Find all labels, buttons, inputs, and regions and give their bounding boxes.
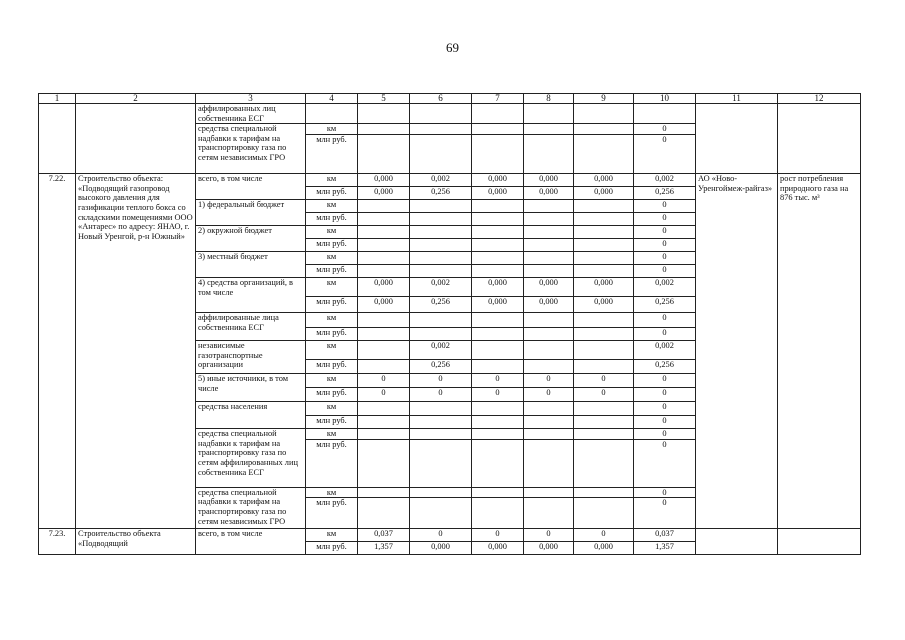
value-cell: 0 <box>634 135 696 174</box>
value-cell: 0 <box>634 439 696 487</box>
value-cell: 0 <box>634 265 696 278</box>
value-cell: 0,000 <box>524 174 574 187</box>
value-cell: 0 <box>634 313 696 328</box>
value-cell <box>358 416 410 429</box>
value-cell: 0,256 <box>410 297 472 313</box>
value-cell <box>524 239 574 252</box>
value-cell: 0,000 <box>524 187 574 200</box>
value-cell <box>358 498 410 529</box>
value-cell: 0,002 <box>634 174 696 187</box>
value-cell <box>472 239 524 252</box>
value-cell: 0,000 <box>524 297 574 313</box>
value-cell <box>358 439 410 487</box>
org-cell <box>696 529 778 555</box>
column-header: 12 <box>778 94 861 104</box>
value-cell: 0 <box>634 252 696 265</box>
value-cell: 0 <box>634 374 696 388</box>
value-cell: 0,000 <box>574 542 634 555</box>
value-cell <box>358 429 410 440</box>
value-cell <box>472 487 524 498</box>
value-cell <box>472 226 524 239</box>
value-cell: 0,000 <box>358 278 410 297</box>
value-cell <box>472 213 524 226</box>
value-cell: 0 <box>634 429 696 440</box>
unit-cell: млн руб. <box>306 328 358 341</box>
value-cell <box>574 360 634 374</box>
unit-cell: млн руб. <box>306 135 358 174</box>
value-cell <box>524 226 574 239</box>
value-cell <box>410 239 472 252</box>
value-cell <box>472 360 524 374</box>
table-row <box>39 104 861 124</box>
value-cell <box>524 416 574 429</box>
value-cell: 0 <box>574 374 634 388</box>
value-cell: 0,000 <box>358 187 410 200</box>
value-cell: 0,000 <box>472 174 524 187</box>
value-cell <box>574 200 634 213</box>
item-number-cell: 7.22. <box>39 174 76 529</box>
value-cell <box>410 328 472 341</box>
value-cell <box>358 239 410 252</box>
unit-cell: млн руб. <box>306 388 358 402</box>
item-title-cell: Строительство объекта: «Подводящий газопровод высокого давления для газификации теплого бокса со складскими помещениями ООО «Антарес» по адресу: ЯНАО, г. Новый Уренгой, р-н Южный» <box>76 174 196 529</box>
value-cell: 0,002 <box>410 341 472 360</box>
unit-cell: млн руб. <box>306 542 358 555</box>
value-cell <box>358 341 410 360</box>
value-cell <box>472 416 524 429</box>
value-cell <box>410 429 472 440</box>
value-cell <box>524 213 574 226</box>
value-cell <box>574 429 634 440</box>
value-cell <box>410 416 472 429</box>
value-cell <box>524 429 574 440</box>
value-cell: 0 <box>634 213 696 226</box>
value-cell <box>574 213 634 226</box>
unit-cell: км <box>306 200 358 213</box>
org-cell: АО «Ново-Уренгоймеж-райгаз» <box>696 174 778 529</box>
source-cell: средства населения <box>196 402 306 429</box>
column-header: 10 <box>634 94 696 104</box>
unit-cell: млн руб. <box>306 239 358 252</box>
value-cell: 0 <box>634 487 696 498</box>
value-cell: 0,000 <box>472 542 524 555</box>
table-row <box>39 529 861 542</box>
unit-cell: млн руб. <box>306 439 358 487</box>
value-cell <box>410 213 472 226</box>
value-cell: 0 <box>634 498 696 529</box>
value-cell <box>358 487 410 498</box>
value-cell <box>358 328 410 341</box>
value-cell <box>524 487 574 498</box>
value-cell <box>524 341 574 360</box>
value-cell <box>472 498 524 529</box>
org-cell <box>696 104 778 174</box>
value-cell: 0 <box>634 226 696 239</box>
value-cell: 0 <box>524 374 574 388</box>
value-cell <box>472 252 524 265</box>
effect-cell <box>778 104 861 174</box>
unit-cell: км <box>306 252 358 265</box>
value-cell: 0,000 <box>574 187 634 200</box>
value-cell: 0,256 <box>634 360 696 374</box>
source-cell: всего, в том числе <box>196 529 306 555</box>
value-cell <box>358 402 410 416</box>
value-cell: 0,000 <box>358 174 410 187</box>
value-cell <box>574 498 634 529</box>
column-header: 8 <box>524 94 574 104</box>
item-title-cell: Строительство объекта «Подводящий <box>76 529 196 555</box>
value-cell: 0 <box>634 416 696 429</box>
value-cell: 0 <box>358 388 410 402</box>
page-number: 69 <box>446 40 459 55</box>
value-cell: 0,000 <box>574 278 634 297</box>
value-cell: 0 <box>524 529 574 542</box>
table-row <box>39 174 861 187</box>
value-cell <box>472 313 524 328</box>
value-cell <box>410 498 472 529</box>
column-header: 11 <box>696 94 778 104</box>
value-cell: 0 <box>574 529 634 542</box>
value-cell: 0,256 <box>410 360 472 374</box>
value-cell <box>524 265 574 278</box>
unit-cell: км <box>306 529 358 542</box>
column-header: 6 <box>410 94 472 104</box>
value-cell: 0 <box>574 388 634 402</box>
value-cell <box>574 341 634 360</box>
value-cell <box>472 328 524 341</box>
unit-cell: км <box>306 487 358 498</box>
column-header: 2 <box>76 94 196 104</box>
source-cell: независимые газотранспортные организации <box>196 341 306 374</box>
source-cell: средства специальной надбавки к тарифам на транспортировку газа по сетям аффилированных лиц собственника ЕСГ <box>196 429 306 488</box>
column-header: 3 <box>196 94 306 104</box>
value-cell: 0,000 <box>472 278 524 297</box>
value-cell <box>410 313 472 328</box>
value-cell <box>472 439 524 487</box>
value-cell <box>574 239 634 252</box>
value-cell <box>358 313 410 328</box>
value-cell <box>524 498 574 529</box>
unit-cell: км <box>306 124 358 135</box>
item-number-cell <box>39 104 76 174</box>
item-title-cell <box>76 104 196 174</box>
source-cell: 1) федеральный бюджет <box>196 200 306 226</box>
value-cell: 0 <box>410 529 472 542</box>
value-cell <box>410 487 472 498</box>
value-cell: 0 <box>410 374 472 388</box>
value-cell: 0 <box>472 388 524 402</box>
source-cell: 4) средства организаций, в том числе <box>196 278 306 313</box>
unit-cell: км <box>306 402 358 416</box>
value-cell: 0 <box>634 200 696 213</box>
value-cell <box>574 252 634 265</box>
column-header: 9 <box>574 94 634 104</box>
column-header: 5 <box>358 94 410 104</box>
value-cell: 0,037 <box>358 529 410 542</box>
value-cell: 0 <box>634 388 696 402</box>
value-cell: 0 <box>410 388 472 402</box>
unit-cell: км <box>306 313 358 328</box>
value-cell: 0,037 <box>634 529 696 542</box>
value-cell: 0,002 <box>634 278 696 297</box>
value-cell <box>524 439 574 487</box>
value-cell <box>358 226 410 239</box>
unit-cell: млн руб. <box>306 360 358 374</box>
value-cell <box>358 360 410 374</box>
column-header: 4 <box>306 94 358 104</box>
value-cell: 0,000 <box>358 297 410 313</box>
value-cell <box>574 328 634 341</box>
column-header-row <box>39 94 861 104</box>
value-cell <box>410 252 472 265</box>
value-cell: 0 <box>634 328 696 341</box>
value-cell: 0 <box>634 402 696 416</box>
value-cell: 0 <box>472 374 524 388</box>
value-cell: 1,357 <box>634 542 696 555</box>
unit-cell: млн руб. <box>306 297 358 313</box>
value-cell <box>358 252 410 265</box>
value-cell <box>410 439 472 487</box>
source-cell: аффилированных лиц собственника ЕСГ <box>196 104 306 124</box>
value-cell <box>524 328 574 341</box>
value-cell <box>410 265 472 278</box>
value-cell: 0 <box>634 239 696 252</box>
column-header: 1 <box>39 94 76 104</box>
value-cell: 0,256 <box>410 187 472 200</box>
effect-cell: рост потребления природного газа на 876 тыс. м³ <box>778 174 861 529</box>
value-cell: 0,000 <box>472 297 524 313</box>
value-cell <box>472 429 524 440</box>
item-number-cell: 7.23. <box>39 529 76 555</box>
value-cell <box>574 487 634 498</box>
column-header: 7 <box>472 94 524 104</box>
unit-cell: км <box>306 174 358 187</box>
source-cell: аффилированные лица собственника ЕСГ <box>196 313 306 341</box>
value-cell <box>358 213 410 226</box>
value-cell: 1,357 <box>358 542 410 555</box>
value-cell: 0,256 <box>634 187 696 200</box>
unit-cell: млн руб. <box>306 187 358 200</box>
value-cell <box>574 416 634 429</box>
value-cell <box>472 402 524 416</box>
value-cell: 0,000 <box>524 278 574 297</box>
effect-cell <box>778 529 861 555</box>
value-cell <box>524 200 574 213</box>
value-cell: 0,256 <box>634 297 696 313</box>
value-cell <box>524 402 574 416</box>
investment-table <box>38 93 861 555</box>
source-cell: всего, в том числе <box>196 174 306 200</box>
value-cell <box>472 200 524 213</box>
value-cell: 0,002 <box>634 341 696 360</box>
value-cell <box>574 226 634 239</box>
source-cell: 3) местный бюджет <box>196 252 306 278</box>
value-cell <box>358 265 410 278</box>
unit-cell: км <box>306 429 358 440</box>
unit-cell: км <box>306 278 358 297</box>
value-cell: 0 <box>634 124 696 135</box>
value-cell <box>524 252 574 265</box>
unit-cell: млн руб. <box>306 265 358 278</box>
source-cell: средства специальной надбавки к тарифам на транспортировку газа по сетям независимых ГРО <box>196 124 306 174</box>
source-cell: 5) иные источники, в том числе <box>196 374 306 402</box>
source-cell: 2) окружной бюджет <box>196 226 306 252</box>
value-cell <box>410 200 472 213</box>
value-cell <box>574 265 634 278</box>
value-cell <box>574 439 634 487</box>
source-cell: средства специальной надбавки к тарифам на транспортировку газа по сетям независимых ГРО <box>196 487 306 529</box>
unit-cell: км <box>306 341 358 360</box>
value-cell <box>524 360 574 374</box>
value-cell <box>472 341 524 360</box>
value-cell: 0,002 <box>410 174 472 187</box>
value-cell: 0,000 <box>524 542 574 555</box>
unit-cell: млн руб. <box>306 213 358 226</box>
value-cell <box>524 313 574 328</box>
value-cell <box>574 402 634 416</box>
value-cell: 0 <box>524 388 574 402</box>
value-cell: 0 <box>472 529 524 542</box>
value-cell: 0,000 <box>472 187 524 200</box>
unit-cell: км <box>306 374 358 388</box>
value-cell: 0,002 <box>410 278 472 297</box>
value-cell: 0 <box>358 374 410 388</box>
unit-cell: млн руб. <box>306 416 358 429</box>
unit-cell: млн руб. <box>306 498 358 529</box>
value-cell: 0,000 <box>574 174 634 187</box>
value-cell <box>358 200 410 213</box>
value-cell <box>472 265 524 278</box>
value-cell <box>410 226 472 239</box>
value-cell <box>410 402 472 416</box>
value-cell: 0,000 <box>574 297 634 313</box>
unit-cell: км <box>306 226 358 239</box>
value-cell: 0,000 <box>410 542 472 555</box>
value-cell <box>574 313 634 328</box>
